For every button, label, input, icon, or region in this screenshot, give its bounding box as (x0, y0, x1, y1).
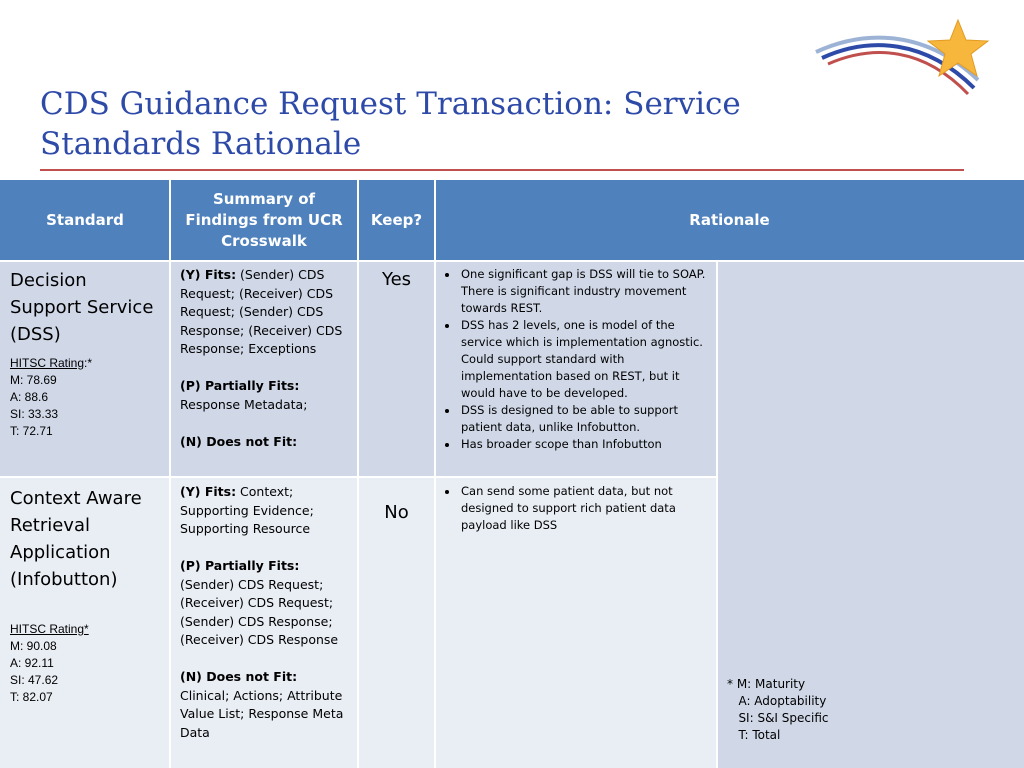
not-fit-text: (N) Does not Fit: (180, 433, 298, 449)
rating-footnote (727, 676, 829, 744)
list-item: • DSS has 2 levels, one is model of the service which is implementation agnostic. Could support standard with implementation based on REST, but it would have to be developed. (459, 317, 709, 402)
column-divider (169, 180, 171, 768)
rating-si: SI: 47.62 (10, 673, 59, 687)
standard-name: Decision Support Service (DSS) (10, 270, 154, 345)
rationale-list (443, 266, 709, 453)
list-item: • Can send some patient data, but not designed to support rich patient data payload like DSS (459, 483, 709, 534)
rationale-notes-cell (717, 261, 1024, 768)
footnote-line: * M: Maturity (727, 677, 806, 691)
table-row-dss-standard (0, 261, 170, 477)
keep-value: Yes (358, 261, 435, 477)
hitsc-suffix: :* (84, 356, 93, 370)
rating-adoptability: A: 92.11 (10, 656, 54, 670)
hitsc-label: HITSC Rating* (10, 622, 89, 636)
column-divider (434, 180, 436, 768)
header-summary: Summary of Findings from UCR Crosswalk (170, 180, 358, 261)
standard-name: Context Aware Retrieval Application (Infobutton) (10, 488, 142, 590)
keep-value: No (358, 477, 435, 768)
partial-fits-text: (P) Partially Fits: Response Metadata; (180, 378, 308, 412)
header-keep: Keep? (358, 180, 435, 261)
column-divider (357, 180, 359, 768)
header-rationale: Rationale (435, 180, 1024, 261)
hitsc-rating (10, 621, 160, 706)
rating-maturity: M: 90.08 (10, 639, 57, 653)
list-item: • DSS is designed to be able to support patient data, unlike Infobutton. (459, 402, 709, 436)
partial-fits-text: (P) Partially Fits: (Sender) CDS Request; (Receiver) CDS Request; (Sender) CDS Response; (Receiver) CDS Response (180, 558, 339, 647)
list-item: • One significant gap is DSS will tie to SOAP. There is significant industry movement towards REST. (459, 266, 709, 317)
rating-maturity: M: 78.69 (10, 373, 57, 387)
footnote-line: SI: S&I Specific (727, 711, 829, 725)
table-row-infobutton-summary (170, 477, 358, 768)
hitsc-rating (10, 355, 160, 440)
row-divider (0, 260, 1024, 262)
rating-total: T: 82.07 (10, 690, 53, 704)
not-fit-text: (N) Does not Fit: Clinical; Actions; Attribute Value List; Response Meta Data (180, 669, 344, 740)
rating-si: SI: 33.33 (10, 407, 59, 421)
rationale-list (443, 483, 709, 534)
rating-total: T: 72.71 (10, 424, 53, 438)
fits-text: (Y) Fits: Context; Supporting Evidence; Supporting Resource (180, 484, 314, 536)
list-item: • Has broader scope than Infobutton (459, 436, 709, 453)
rating-adoptability: A: 88.6 (10, 390, 49, 404)
fits-text: (Y) Fits: (Sender) CDS Request; (Receiver) CDS Request; (Sender) CDS Response; (Receiver) CDS Response; Exceptions (180, 267, 343, 356)
footnote-line: T: Total (727, 728, 781, 742)
table-row-dss-rationale (435, 261, 717, 477)
footnote-line: A: Adoptability (727, 694, 827, 708)
header-standard: Standard (0, 180, 170, 261)
table-row-infobutton-standard (0, 477, 170, 768)
table-row-infobutton-rationale (435, 477, 717, 768)
column-divider (716, 261, 718, 768)
table-row-dss-summary (170, 261, 358, 477)
page-title: CDS Guidance Request Transaction: Service Standards Rationale (40, 86, 741, 162)
hitsc-label: HITSC Rating (10, 356, 85, 370)
row-divider (0, 476, 717, 478)
